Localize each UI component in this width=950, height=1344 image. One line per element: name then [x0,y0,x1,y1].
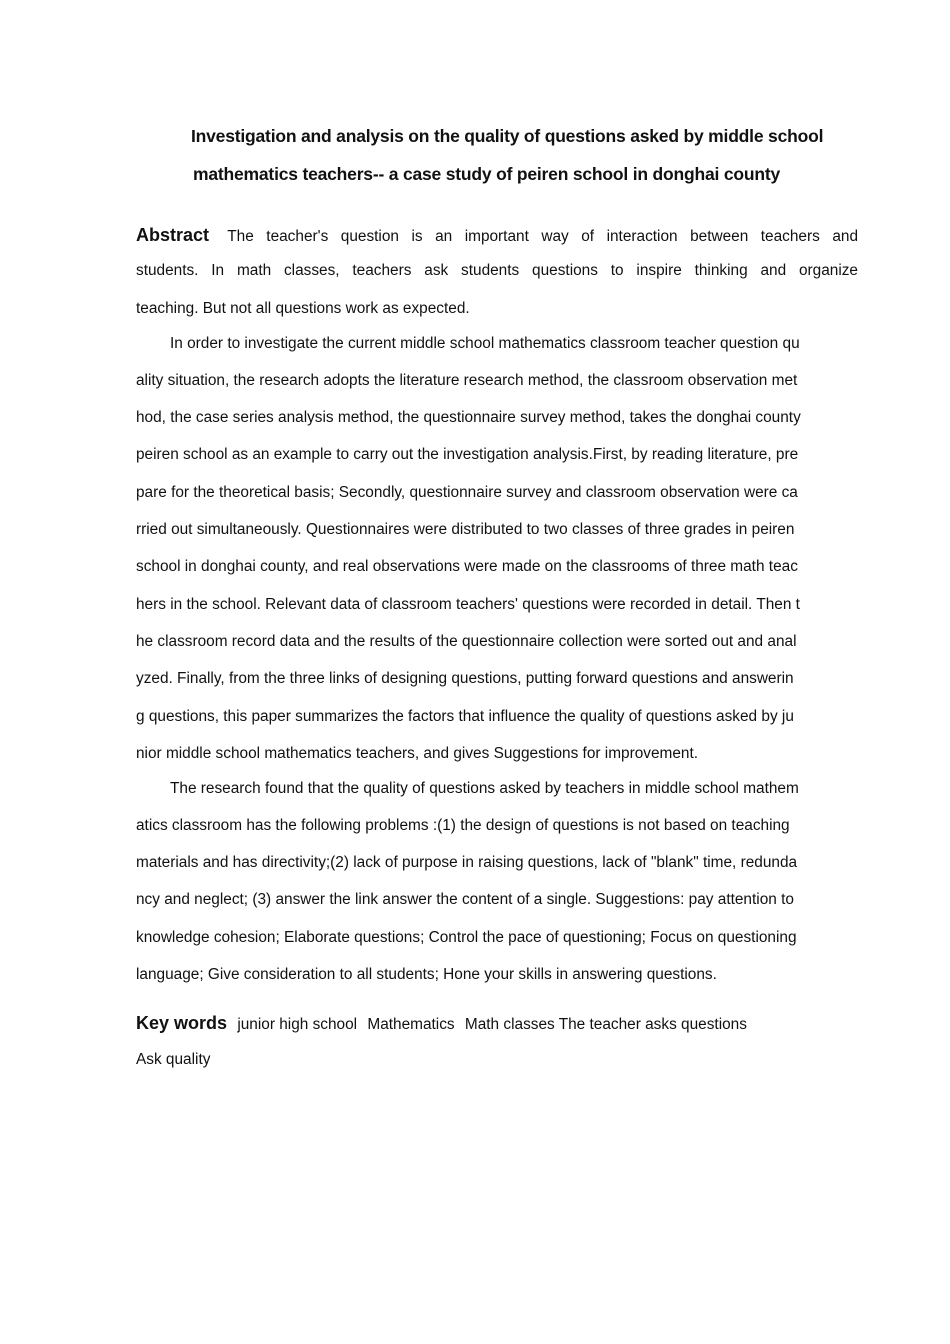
paragraph-3-line: materials and has directivity;(2) lack of purpose in raising questions, lack of "blank" time, redunda [136,854,798,871]
paragraph-3-line: atics classroom has the following problems :(1) the design of questions is not based on teaching [136,817,790,834]
paragraph-2-line: ality situation, the research adopts the literature research method, the classroom observation met [136,372,798,389]
paragraph-3-line: ncy and neglect; (3) answer the link answer the content of a single. Suggestions: pay attention to [136,891,794,908]
keyword: Mathematics [367,1016,455,1033]
title-line-2: mathematics teachers-- a case study of peiren school in donghai county [193,164,780,184]
paragraph-3-line: The research found that the quality of questions asked by teachers in middle school mathem [170,780,799,797]
keywords-line [136,1013,747,1034]
abstract-label: Abstract [136,225,210,245]
keyword: Ask quality [136,1051,211,1068]
keyword: junior high school [237,1016,358,1033]
paragraph-3-line: language; Give consideration to all students; Hone your skills in answering questions. [136,966,717,983]
paragraph-2-line: In order to investigate the current middle school mathematics classroom teacher question qu [170,335,800,352]
paragraph-2-line: school in donghai county, and real observations were made on the classrooms of three math teac [136,558,798,575]
keyword: The teacher asks questions [558,1016,747,1033]
abstract-text-line: teaching. But not all questions work as expected. [136,300,470,317]
keyword: Math classes [464,1016,555,1033]
paragraph-2-line: peiren school as an example to carry out the investigation analysis.First, by reading literature, pre [136,446,799,463]
abstract-text-line: students. In math classes, teachers ask students questions to inspire thinking and organize [136,262,858,279]
paragraph-2-line: yzed. Finally, from the three links of designing questions, putting forward questions and answerin [136,670,794,687]
paragraph-2-line: pare for the theoretical basis; Secondly, questionnaire survey and classroom observation were ca [136,484,798,501]
abstract-first-line [136,225,858,247]
paragraph-2-line: hod, the case series analysis method, the questionnaire survey method, takes the donghai county [136,409,801,426]
keywords-label: Key words [136,1013,228,1033]
title-line-1: Investigation and analysis on the quality of questions asked by middle school [191,126,824,146]
abstract-text-line: The teacher's question is an important way of interaction between teachers and [227,228,858,245]
paragraph-2-line: hers in the school. Relevant data of classroom teachers' questions were recorded in detail. Then t [136,596,800,613]
paragraph-2-line: g questions, this paper summarizes the factors that influence the quality of questions asked by ju [136,708,794,725]
paragraph-2-line: he classroom record data and the results of the questionnaire collection were sorted out and anal [136,633,797,650]
paragraph-3-line: knowledge cohesion; Elaborate questions; Control the pace of questioning; Focus on questioning [136,929,797,946]
paragraph-2-line: rried out simultaneously. Questionnaires were distributed to two classes of three grades in peiren [136,521,795,538]
paragraph-2-line: nior middle school mathematics teachers, and gives Suggestions for improvement. [136,745,699,762]
